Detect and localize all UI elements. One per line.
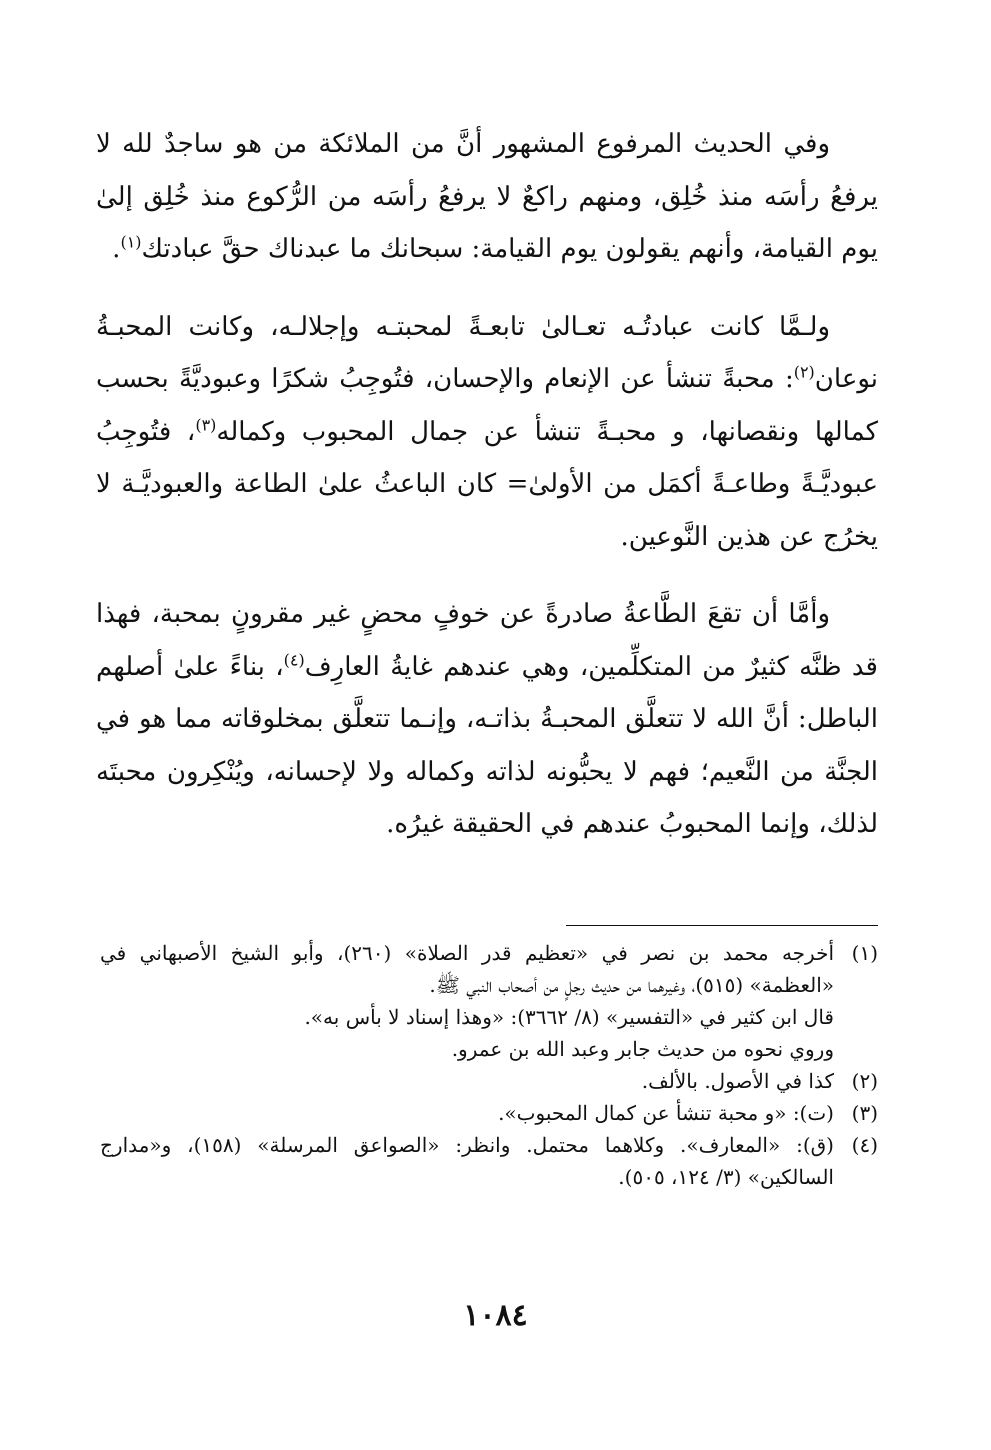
footnote-ref-2: (٢) xyxy=(793,362,815,382)
footnote-1 xyxy=(100,937,878,1065)
paragraph-2 xyxy=(96,301,878,564)
paragraph-2-text: ولـمَّا كانت عبادتُـه تعـالىٰ تابعـةً لمحبتـه وإجلالـه، وكانت المحبـةُ نوعان xyxy=(96,311,878,394)
footnote-ref-3: (٣) xyxy=(195,414,217,434)
footnote-2 xyxy=(100,1065,878,1097)
footnote-body xyxy=(100,937,834,1065)
footnote-3 xyxy=(100,1097,878,1129)
footnote-4 xyxy=(100,1129,878,1193)
page-number: ١٠٨٤ xyxy=(463,1298,528,1333)
footnote-line: (ق): «المعارف». وكلاهما محتمل. وانظر: «الصواعق المرسلة» (١٥٨)، و«مدارج السالكين» (٣/ ١٢٤، ٥٠٥). xyxy=(100,1133,834,1189)
paragraph-1-end: . xyxy=(112,234,121,264)
footnote-number: (٢) xyxy=(851,1069,878,1093)
footnote-body xyxy=(100,1065,834,1097)
footnote-number: (٣) xyxy=(851,1101,878,1125)
main-text xyxy=(96,118,878,851)
paragraph-3 xyxy=(96,588,878,851)
footnote-separator xyxy=(566,925,878,926)
paragraph-2-end: ، فتُوجِبُ عبوديَّـةً وطاعـةً أكمَل من الأولىٰ= كان الباعثُ علىٰ الطاعة والعبوديَّـة لا يخرُج عن هذين النَّوعين. xyxy=(96,416,878,552)
paragraph-3-end: ، بناءً علىٰ أصلهم الباطل: أنَّ الله لا تتعلَّق المحبـةُ بذاتـه، وإنـما تتعلَّق بمخلوقاته مما هو في الجنَّة من النَّعيم؛ فهم لا يحبُّونه لذاته وكماله ولا لإحسانه، ويُنْكِرون محبتَه لذلك، وإنما المحبوبُ عندهم في الحقيقة غيرُه. xyxy=(96,651,878,839)
footnote-ref-1: (١) xyxy=(120,232,142,252)
footnote-line: (ت): «و محبة تنشأ عن كمال المحبوب». xyxy=(498,1101,834,1125)
footnote-ref-4: (٤) xyxy=(283,649,305,669)
footnote-body xyxy=(100,1097,834,1129)
footnote-line: قال ابن كثير في «التفسير» (٨/ ٣٦٦٢): «وهذا إسناد لا بأس به». xyxy=(304,1005,834,1029)
footnotes xyxy=(100,937,878,1193)
footnote-line: كذا في الأصول. بالألف. xyxy=(641,1069,834,1093)
footnote-line: أخرجه محمد بن نصر في «تعظيم قدر الصلاة» (٢٦٠)، وأبو الشيخ الأصبهاني في «العظمة» (٥١٥)، وغيرهما من حديث رجلٍ من أصحاب النبي ﷺ. xyxy=(100,941,834,997)
paragraph-1-text: وفي الحديث المرفوع المشهور أنَّ من الملائكة من هو ساجدٌ لله لا يرفعُ رأسَه منذ خُلِق، ومنهم راكعٌ لا يرفعُ رأسَه من الرُّكوع منذ خُلِق إلىٰ يوم القيامة، وأنهم يقولون يوم القيامة: سبحانك ما عبدناك حقَّ عبادتك xyxy=(96,129,878,264)
footnote-number: (١) xyxy=(851,941,878,965)
paragraph-1 xyxy=(96,118,878,276)
footnote-line: وروي نحوه من حديث جابر وعبد الله بن عمرو. xyxy=(451,1037,834,1061)
paragraph-2-middle: : محبةً تنشأ عن الإنعام والإحسان، فتُوجِبُ شكرًا وعبوديَّةً بحسب كمالها ونقصانها، و محبـةً تنشأ عن جمال المحبوب وكماله xyxy=(96,364,879,447)
paragraph-3-text: وأمَّا أن تقعَ الطَّاعةُ صادرةً عن خوفٍ محضٍ غير مقرونٍ بمحبة، فهذا قد ظنَّه كثيرٌ من المتكلِّمين، وهي عندهم غايةُ العارِف xyxy=(96,599,878,682)
footnote-number: (٤) xyxy=(851,1133,878,1157)
footnote-body xyxy=(100,1129,834,1193)
